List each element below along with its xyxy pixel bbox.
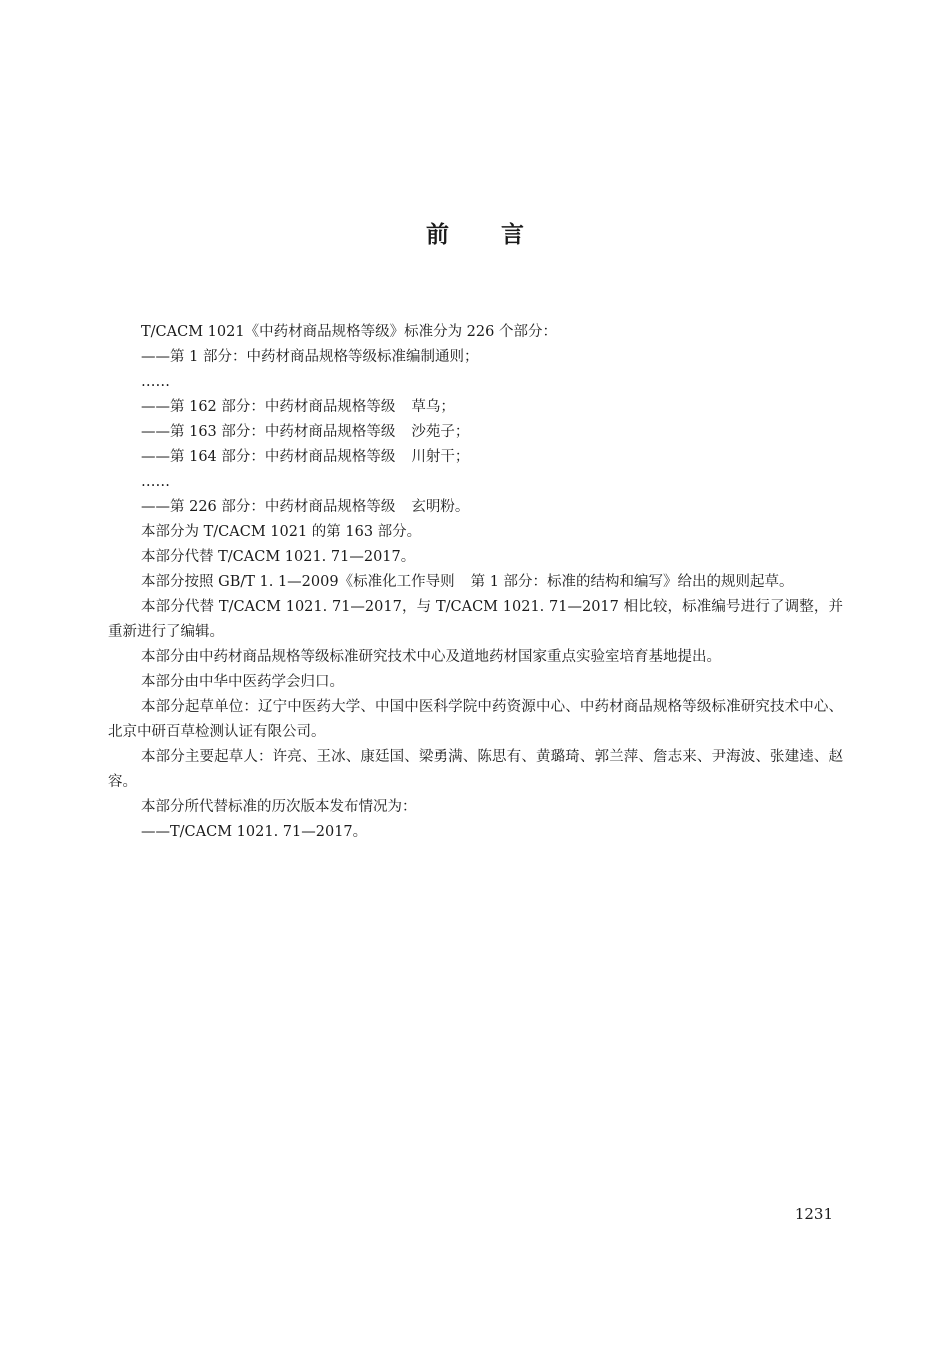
paragraph-parts-intro: T/CACM 1021《中药材商品规格等级》标准分为 226 个部分： — [141, 324, 557, 340]
page-number: 1231 — [794, 1205, 833, 1223]
paragraph-drafting-units: 本部分起草单位：辽宁中医药大学、中国中医科学院中药资源中心、中药材商品规格等级标准研究技术中心、北京中研百草检测认证有限公司。 — [108, 699, 843, 740]
paragraph-drafting-rules: 本部分按照 GB/T 1. 1—2009《标准化工作导则 第 1 部分：标准的结构和编写》给出的规则起草。 — [141, 574, 794, 590]
list-item-history: ——T/CACM 1021. 71—2017。 — [141, 824, 368, 840]
paragraph-drafters: 本部分主要起草人：许亮、王冰、康廷国、梁勇满、陈思有、黄璐琦、郭兰萍、詹志来、尹海波、张建逵、赵容。 — [108, 749, 843, 790]
list-item-part-226: ——第 226 部分：中药材商品规格等级 玄明粉。 — [141, 499, 470, 515]
paragraph-changes: 本部分代替 T/CACM 1021. 71—2017，与 T/CACM 1021. 71—2017 相比较，标准编号进行了调整，并重新进行了编辑。 — [108, 599, 843, 640]
paragraph-replaces: 本部分代替 T/CACM 1021. 71—2017。 — [141, 549, 416, 565]
page-title — [0, 216, 950, 249]
title-char-1: 前 — [426, 222, 449, 248]
list-item-part-163: ——第 163 部分：中药材商品规格等级 沙苑子； — [141, 424, 470, 440]
title-char-2: 言 — [501, 222, 524, 248]
list-item-part-1: ——第 1 部分：中药材商品规格等级标准编制通则； — [141, 349, 479, 365]
paragraph-part-number: 本部分为 T/CACM 1021 的第 163 部分。 — [141, 524, 422, 540]
list-ellipsis-2: …… — [141, 474, 170, 490]
paragraph-proposed-by: 本部分由中药材商品规格等级标准研究技术中心及道地药材国家重点实验室培育基地提出。 — [141, 649, 721, 665]
list-ellipsis-1: …… — [141, 374, 170, 390]
paragraph-history-intro: 本部分所代替标准的历次版本发布情况为： — [141, 799, 417, 815]
list-item-part-162: ——第 162 部分：中药材商品规格等级 草乌； — [141, 399, 455, 415]
foreword-body — [108, 320, 843, 845]
paragraph-managed-by: 本部分由中华中医药学会归口。 — [141, 674, 344, 690]
list-item-part-164: ——第 164 部分：中药材商品规格等级 川射干； — [141, 449, 470, 465]
